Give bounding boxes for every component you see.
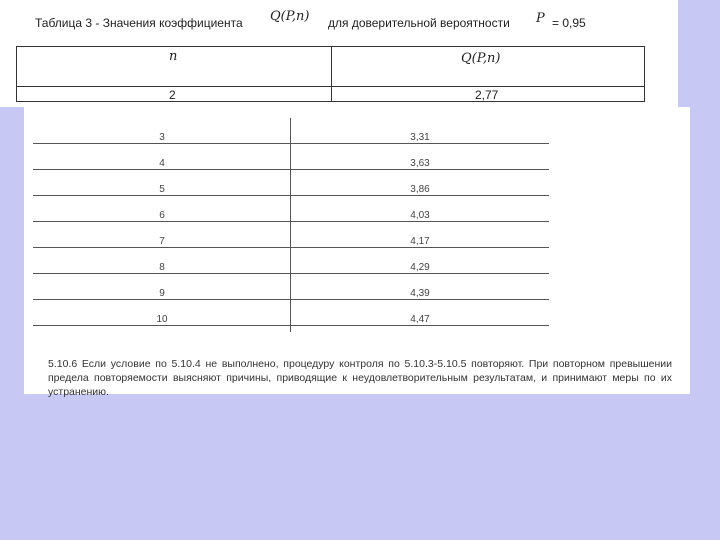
caption-text: Таблица 3 - Значения коэффициента — [35, 16, 243, 30]
cell-q: 2,77 — [475, 88, 499, 102]
row-divider — [17, 86, 644, 87]
table-header-block — [16, 46, 645, 102]
caption-text-probability: для доверительной вероятности — [328, 16, 510, 30]
table-row — [33, 196, 549, 222]
cell-q: 4,39 — [410, 288, 430, 299]
cell-n: 10 — [156, 314, 168, 325]
scanned-table-image — [24, 107, 690, 398]
cell-n: 9 — [159, 288, 165, 299]
column-divider — [331, 47, 332, 101]
cell-n: 5 — [159, 184, 165, 195]
cell-q: 4,29 — [410, 262, 430, 273]
cell-n: 8 — [159, 262, 165, 273]
table-row — [33, 118, 549, 144]
cell-q: 4,03 — [410, 210, 430, 221]
values-table — [33, 118, 549, 326]
table-row — [33, 170, 549, 196]
caption-formula: Q(P,n) — [270, 9, 310, 24]
header-q: Q(P,n) — [461, 51, 501, 66]
cell-q: 3,63 — [410, 158, 430, 169]
table-row — [33, 274, 549, 300]
cell-n: 3 — [159, 132, 165, 143]
table-row — [33, 300, 549, 326]
table-row — [33, 144, 549, 170]
cell-n: 6 — [159, 210, 165, 221]
cell-q: 3,86 — [410, 184, 430, 195]
background-strip — [678, 0, 720, 107]
table-caption-panel — [0, 0, 678, 107]
table-row — [33, 222, 549, 248]
caption-p-symbol: P — [536, 11, 545, 26]
cell-n: 4 — [159, 158, 165, 169]
cell-n: 2 — [169, 88, 176, 102]
table-row — [33, 248, 549, 274]
body-paragraph: 5.10.6 Если условие по 5.10.4 не выполнено, процедуру контроля по 5.10.3-5.10.5 повторяют. При повторном превышении предела повторяемости выясняют причины, приводящие к неудовлетворительным результатам, и принимают меры по их устранению. — [48, 358, 672, 398]
cell-q: 4,17 — [410, 236, 430, 247]
cell-q: 3,31 — [410, 132, 430, 143]
cell-n: 7 — [159, 236, 165, 247]
caption-p-value: = 0,95 — [552, 16, 586, 30]
cell-q: 4,47 — [410, 314, 430, 325]
header-n: n — [169, 49, 178, 64]
